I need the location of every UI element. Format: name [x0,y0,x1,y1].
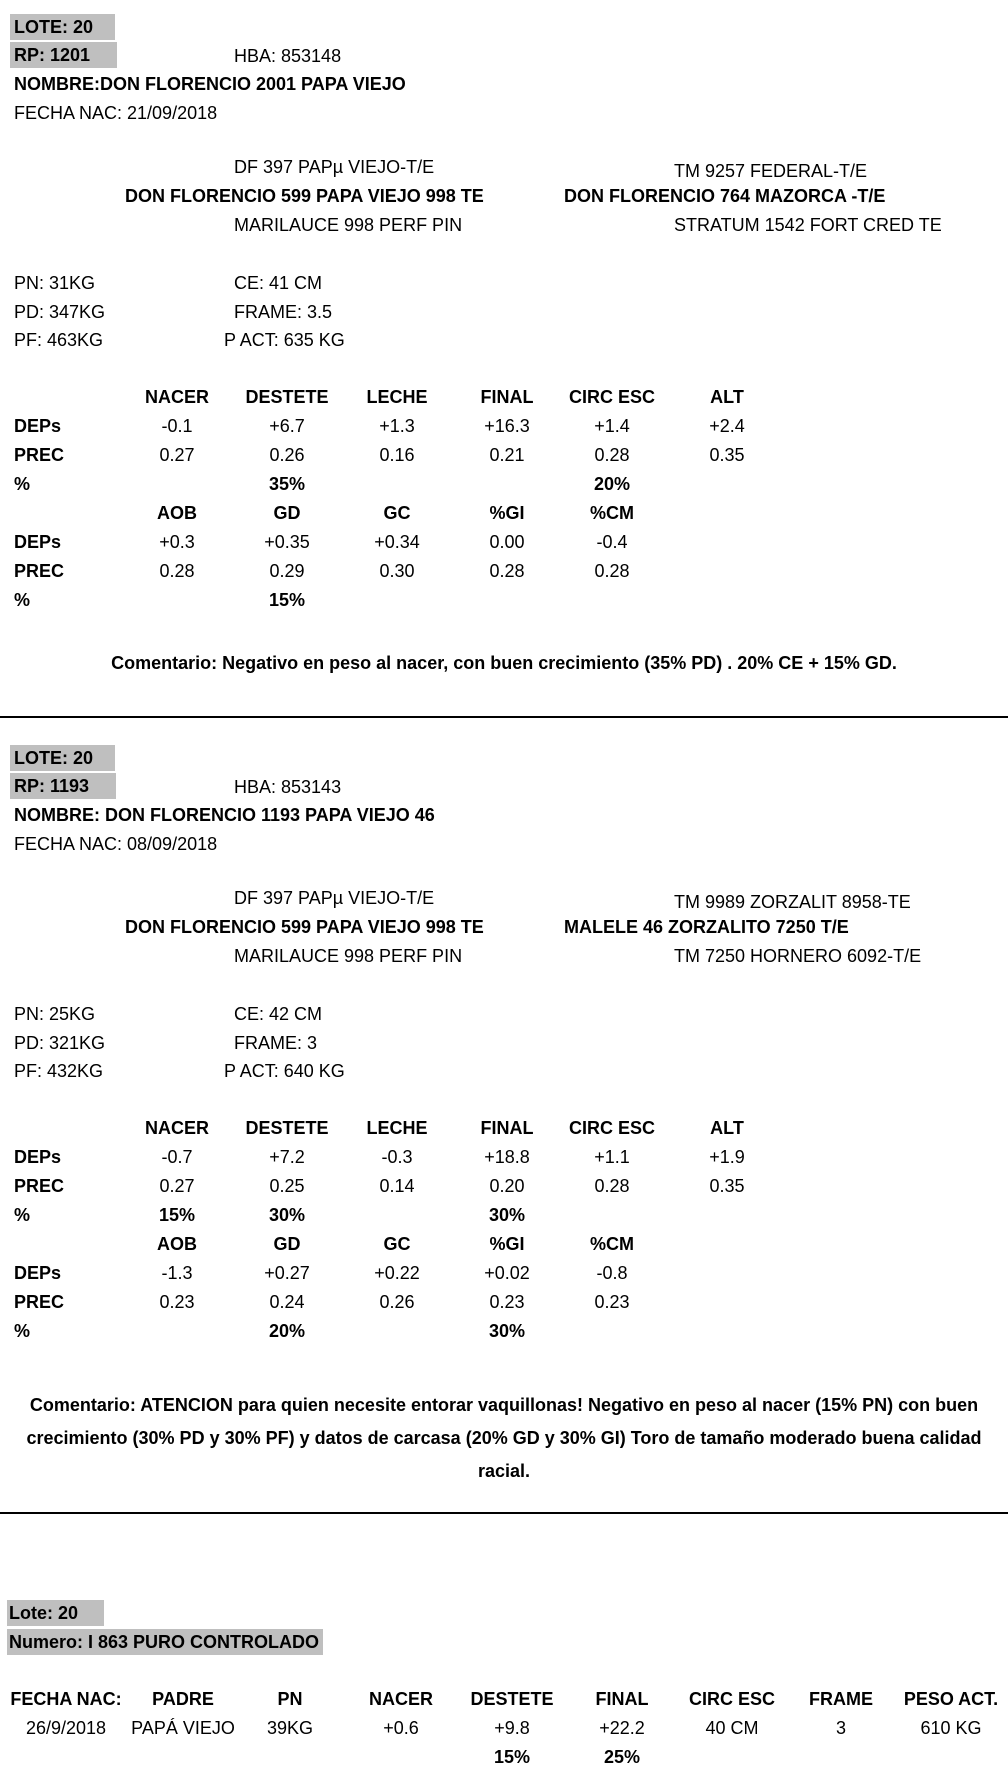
dep-cell: 0.28 [594,445,630,465]
dep-row-label: PREC [14,1292,65,1312]
dep-cell: 30% [488,1205,526,1225]
summary-percent: 25% [603,1747,641,1767]
dep-column-header: NACER [144,1118,210,1138]
pedigree-dam-dam: TM 7250 HORNERO 6092-T/E [674,946,922,966]
dep-cell: 0.23 [159,1292,195,1312]
dep-cell: 30% [488,1321,526,1341]
lot-comment: Comentario: Negativo en peso al nacer, con buen crecimiento (35% PD) . 20% CE + 15% GD. [111,653,897,673]
pd-value: PD: 321KG [14,1033,106,1053]
dep-cell: +0.02 [484,1263,530,1283]
dep-column-header: ALT [710,1118,744,1138]
dep-cell: -0.8 [596,1263,628,1283]
ce-value: CE: 41 CM [234,273,323,293]
dep-column-header: LECHE [366,1118,428,1138]
dep-cell: +1.3 [379,416,415,436]
pedigree-sire-sire: DF 397 PAPµ VIEJO-T/E [234,888,435,908]
dep-column-header: GC [383,503,411,523]
frame-value: FRAME: 3 [234,1033,318,1053]
dep-row-label: PREC [14,561,65,581]
summary-column-header: FRAME [809,1689,873,1709]
summary-cell: PAPÁ VIEJO [131,1718,235,1738]
dep-cell: 30% [268,1205,306,1225]
dep-cell: +0.35 [264,532,310,552]
pn-value: PN: 25KG [14,1004,96,1024]
fecha-nac-label: FECHA NAC: 08/09/2018 [14,834,218,854]
dep-cell: 0.28 [489,561,525,581]
dep-cell: 0.35 [709,445,745,465]
dep-cell: -0.7 [161,1147,193,1167]
dep-column-header: %GI [489,503,525,523]
dep-cell: 0.29 [269,561,305,581]
section-divider [0,716,1008,718]
summary-cell: 39KG [266,1718,314,1738]
pedigree-sire: DON FLORENCIO 599 PAPA VIEJO 998 TE [125,917,484,937]
fecha-nac-label: FECHA NAC: 21/09/2018 [14,103,218,123]
dep-cell: 0.27 [159,445,195,465]
dep-row-label: DEPs [14,416,62,436]
dep-column-header: FINAL [480,387,534,407]
section-divider [0,1512,1008,1514]
dep-cell: +0.3 [159,532,195,552]
dep-cell: 0.25 [269,1176,305,1196]
numero-label: Numero: I 863 PURO CONTROLADO [7,1629,323,1655]
summary-cell: +22.2 [599,1718,645,1738]
summary-column-header: FECHA NAC: [10,1689,122,1709]
dep-cell: -1.3 [161,1263,193,1283]
pn-value: PN: 31KG [14,273,96,293]
dep-column-header: GC [383,1234,411,1254]
pedigree-dam-sire: TM 9989 ZORZALIT 8958-TE [674,892,911,912]
dep-cell: +0.27 [264,1263,310,1283]
dep-cell: -0.3 [381,1147,413,1167]
dep-column-header: DESTETE [245,387,329,407]
dep-column-header: LECHE [366,387,428,407]
dep-cell: 20% [593,474,631,494]
dep-row-label: DEPs [14,1263,62,1283]
pedigree-dam: DON FLORENCIO 764 MAZORCA -T/E [564,186,886,206]
summary-cell: +9.8 [494,1718,530,1738]
summary-column-header: DESTETE [470,1689,554,1709]
dep-cell: +6.7 [269,416,305,436]
lote-label: Lote: 20 [7,1600,104,1626]
pf-value: PF: 432KG [14,1061,104,1081]
dep-cell: 0.30 [379,561,415,581]
pd-value: PD: 347KG [14,302,106,322]
dep-cell: +16.3 [484,416,530,436]
dep-cell: 0.26 [379,1292,415,1312]
dep-cell: 0.28 [594,561,630,581]
dep-cell: 15% [268,590,306,610]
summary-column-header: PADRE [152,1689,214,1709]
dep-row-label: % [14,1321,31,1341]
lot-comment: Comentario: ATENCION para quien necesite entorar vaquillonas! Negativo en peso al nacer (15% PN) con buen crecimiento (30% PD y 30% PF) y datos de carcasa (20% GD y 30% GI) Toro de tamaño moderado buena calidad racial. [26,1395,982,1481]
dep-column-header: %GI [489,1234,525,1254]
dep-cell: 20% [268,1321,306,1341]
dep-column-header: DESTETE [245,1118,329,1138]
hba-label: HBA: 853143 [234,777,342,797]
lote-label: LOTE: 20 [10,745,115,771]
dep-cell: 0.16 [379,445,415,465]
summary-column-header: PN [277,1689,303,1709]
dep-row-label: PREC [14,445,65,465]
dep-column-header: ALT [710,387,744,407]
dep-row-label: DEPs [14,1147,62,1167]
frame-value: FRAME: 3.5 [234,302,333,322]
summary-cell: 3 [835,1718,847,1738]
summary-cell: 26/9/2018 [25,1718,107,1738]
dep-cell: -0.1 [161,416,193,436]
dep-cell: +18.8 [484,1147,530,1167]
dep-cell: 0.00 [489,532,525,552]
summary-percent: 15% [493,1747,531,1767]
pedigree-dam: MALELE 46 ZORZALITO 7250 T/E [564,917,849,937]
dep-row-label: DEPs [14,532,62,552]
nombre-label: NOMBRE:DON FLORENCIO 2001 PAPA VIEJO [14,74,406,94]
dep-cell: +7.2 [269,1147,305,1167]
dep-cell: +2.4 [709,416,745,436]
dep-cell: 35% [268,474,306,494]
summary-cell: 40 CM [705,1718,759,1738]
dep-column-header: AOB [157,503,197,523]
pedigree-sire-dam: MARILAUCE 998 PERF PIN [234,215,463,235]
pact-value: P ACT: 640 KG [224,1061,345,1081]
dep-cell: 0.35 [709,1176,745,1196]
ce-value: CE: 42 CM [234,1004,323,1024]
rp-label: RP: 1201 [10,42,117,68]
dep-cell: 0.20 [489,1176,525,1196]
summary-column-header: PESO ACT. [903,1689,999,1709]
pedigree-dam-sire: TM 9257 FEDERAL-T/E [674,161,868,181]
pedigree-sire: DON FLORENCIO 599 PAPA VIEJO 998 TE [125,186,484,206]
dep-cell: 0.27 [159,1176,195,1196]
dep-row-label: PREC [14,1176,65,1196]
dep-cell: +1.9 [709,1147,745,1167]
dep-cell: +0.34 [374,532,420,552]
dep-cell: 0.26 [269,445,305,465]
dep-column-header: GD [273,1234,301,1254]
dep-column-header: CIRC ESC [568,387,656,407]
dep-cell: 0.24 [269,1292,305,1312]
pedigree-sire-sire: DF 397 PAPµ VIEJO-T/E [234,157,435,177]
dep-cell: 0.28 [159,561,195,581]
dep-column-header: %CM [590,503,634,523]
summary-column-header: NACER [368,1689,434,1709]
dep-column-header: AOB [157,1234,197,1254]
summary-cell: 610 KG [920,1718,982,1738]
dep-column-header: NACER [144,387,210,407]
nombre-label: NOMBRE: DON FLORENCIO 1193 PAPA VIEJO 46 [14,805,435,825]
pedigree-sire-dam: MARILAUCE 998 PERF PIN [234,946,463,966]
dep-cell: 0.28 [594,1176,630,1196]
dep-row-label: % [14,474,31,494]
pedigree-dam-dam: STRATUM 1542 FORT CRED TE [674,215,942,235]
dep-cell: 15% [158,1205,196,1225]
dep-row-label: % [14,590,31,610]
dep-cell: 0.14 [379,1176,415,1196]
dep-cell: +1.4 [594,416,630,436]
hba-label: HBA: 853148 [234,46,342,66]
dep-cell: 0.23 [594,1292,630,1312]
dep-column-header: FINAL [480,1118,534,1138]
summary-column-header: FINAL [595,1689,649,1709]
dep-column-header: %CM [590,1234,634,1254]
dep-row-label: % [14,1205,31,1225]
dep-cell: -0.4 [596,532,628,552]
summary-cell: +0.6 [383,1718,419,1738]
dep-cell: +0.22 [374,1263,420,1283]
dep-cell: 0.21 [489,445,525,465]
lote-label: LOTE: 20 [10,14,115,40]
dep-cell: 0.23 [489,1292,525,1312]
pf-value: PF: 463KG [14,330,104,350]
dep-column-header: CIRC ESC [568,1118,656,1138]
rp-label: RP: 1193 [10,773,116,799]
dep-cell: +1.1 [594,1147,630,1167]
summary-column-header: CIRC ESC [688,1689,776,1709]
dep-column-header: GD [273,503,301,523]
pact-value: P ACT: 635 KG [224,330,345,350]
